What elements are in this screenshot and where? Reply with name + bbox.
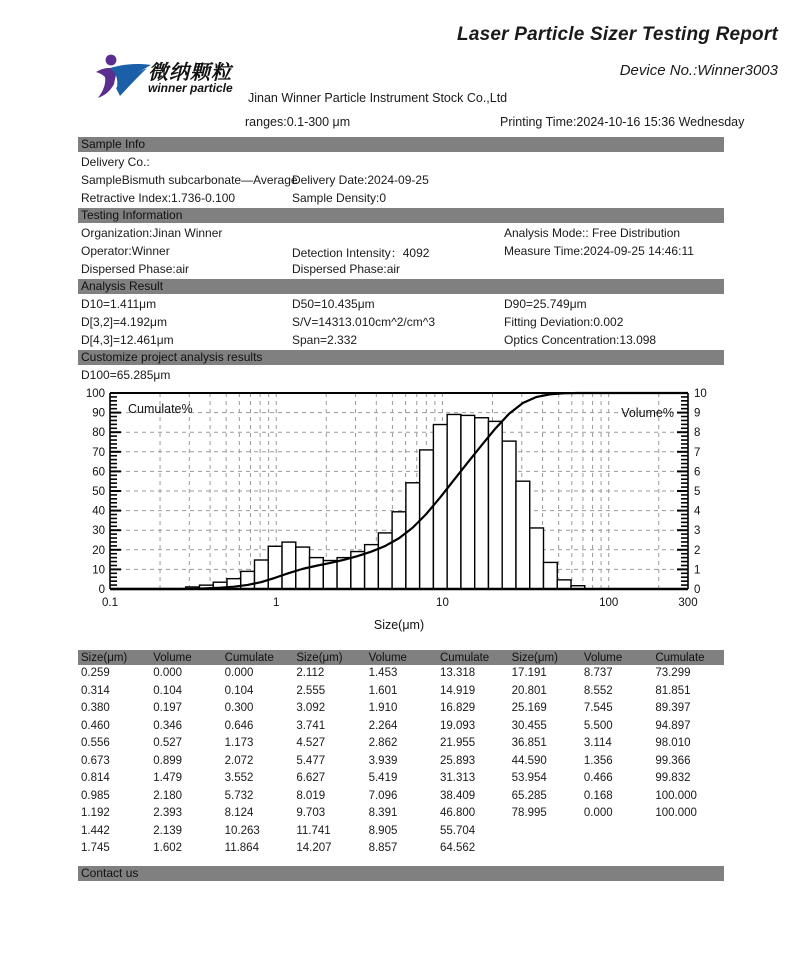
section-header-customize: Customize project analysis results — [78, 350, 724, 365]
table-cell: 0.000 — [224, 667, 254, 679]
detection-intensity: Detection Intensity：4092 — [292, 246, 430, 260]
table-cell: 1.356 — [583, 754, 613, 767]
table-row — [78, 805, 724, 823]
d90-value: D90=25.749μm — [504, 297, 587, 311]
table-cell: 0.899 — [153, 754, 183, 767]
table-cell: 2.180 — [153, 789, 183, 802]
table-cell: 0.104 — [153, 684, 183, 697]
sample-density: Sample Density:0 — [292, 191, 387, 205]
table-row — [78, 788, 724, 806]
svg-text:Volume%: Volume% — [621, 406, 674, 420]
table-cell: 16.829 — [439, 702, 476, 714]
svg-text:80: 80 — [92, 427, 105, 440]
table-cell — [581, 823, 652, 841]
table-cell: 0.527 — [153, 737, 183, 749]
table-cell — [581, 840, 652, 858]
table-cell: 20.801 — [511, 684, 547, 697]
column-header: Volume — [581, 650, 652, 665]
svg-text:4: 4 — [694, 505, 701, 518]
table-cell: 73.299 — [655, 667, 691, 679]
table-cell: 100.000 — [655, 789, 697, 802]
d100-value: D100=65.285μm — [81, 368, 171, 382]
logo-english-text: winner particle — [148, 81, 233, 95]
column-header: Cumulate — [437, 650, 509, 665]
table-cell: 36.851 — [511, 737, 547, 749]
table-cell: 2.112 — [296, 667, 325, 679]
page-title: Laser Particle Sizer Testing Report — [457, 24, 778, 45]
svg-text:90: 90 — [92, 407, 105, 420]
svg-text:1: 1 — [694, 564, 701, 577]
table-cell — [509, 823, 581, 841]
table-row — [78, 665, 724, 683]
distribution-data-table — [78, 650, 724, 858]
svg-text:6: 6 — [694, 466, 701, 479]
section-header-analysis-result: Analysis Result — [78, 279, 724, 294]
table-body — [78, 665, 724, 858]
table-cell: 17.191 — [511, 667, 547, 679]
table-cell: 0.314 — [81, 684, 110, 697]
table-cell: 78.995 — [511, 807, 547, 819]
table-cell: 99.366 — [655, 754, 691, 767]
table-cell: 1.479 — [153, 772, 183, 784]
column-header: Volume — [150, 650, 221, 665]
span-value: Span=2.332 — [292, 333, 358, 347]
table-cell: 3.741 — [296, 719, 326, 732]
table-row — [78, 718, 724, 736]
table-cell: 0.814 — [81, 772, 110, 784]
dispersed-phase-2: Dispersed Phase:air — [292, 262, 401, 276]
svg-text:7: 7 — [694, 446, 701, 459]
svg-text:20: 20 — [92, 544, 105, 557]
table-cell: 3.552 — [224, 772, 254, 784]
optics-concentration: Optics Concentration:13.098 — [504, 333, 657, 347]
d10-value: D10=1.411μm — [81, 297, 157, 311]
table-cell: 1.442 — [81, 824, 110, 837]
svg-text:3: 3 — [694, 525, 701, 538]
delivery-date: Delivery Date:2024-09-25 — [292, 173, 429, 187]
measure-time: Measure Time:2024-09-25 14:46:11 — [504, 244, 694, 258]
table-cell: 8.019 — [296, 789, 326, 802]
svg-text:30: 30 — [92, 525, 105, 538]
table-cell: 11.741 — [296, 824, 331, 837]
svg-text:0: 0 — [98, 584, 105, 596]
contact-details-faint — [88, 882, 708, 942]
table-cell: 10.263 — [224, 824, 260, 837]
table-cell: 25.893 — [439, 754, 476, 767]
table-cell: 25.169 — [511, 702, 547, 714]
svg-text:1: 1 — [273, 597, 280, 609]
table-cell: 53.954 — [511, 772, 547, 784]
table-cell: 81.851 — [655, 684, 691, 697]
column-header: Volume — [366, 650, 437, 665]
table-cell: 1.745 — [81, 842, 110, 854]
table-cell: 100.000 — [655, 807, 697, 819]
table-cell: 19.093 — [439, 719, 476, 732]
column-header: Cumulate — [652, 650, 724, 665]
table-cell: 2.862 — [368, 737, 398, 749]
company-name: Jinan Winner Particle Instrument Stock Co.,Ltd — [248, 91, 508, 105]
section-header-contact-us: Contact us — [78, 866, 724, 881]
table-cell: 0.168 — [583, 789, 613, 802]
svg-text:Size(μm): Size(μm) — [373, 618, 425, 632]
table-cell: 4.527 — [296, 737, 326, 749]
table-cell: 2.393 — [153, 807, 183, 819]
svg-text:50: 50 — [92, 486, 105, 498]
table-cell: 94.897 — [655, 719, 691, 732]
chart-svg — [78, 385, 724, 635]
table-cell: 1.453 — [368, 667, 398, 679]
table-cell: 46.800 — [439, 807, 476, 819]
table-cell: 0.673 — [81, 754, 110, 767]
table-cell: 64.562 — [439, 842, 476, 854]
svg-text:10: 10 — [92, 564, 105, 577]
table-cell — [652, 823, 724, 841]
organization: Organization:Jinan Winner — [81, 226, 223, 240]
table-row — [78, 700, 724, 718]
table-cell: 0.259 — [81, 667, 110, 679]
fitting-deviation: Fitting Deviation:0.002 — [504, 315, 624, 329]
logo-chinese-text: 微纳颗粒 — [148, 62, 232, 84]
table-cell: 0.985 — [81, 789, 110, 802]
table-row — [78, 840, 724, 858]
table-cell: 14.207 — [296, 842, 332, 854]
d50-value: D50=10.435μm — [292, 297, 375, 311]
table-cell: 1.602 — [153, 842, 183, 854]
svg-text:70: 70 — [92, 446, 105, 459]
table-cell: 6.627 — [296, 772, 326, 784]
table-cell: 0.000 — [153, 667, 183, 679]
table-cell: 14.919 — [439, 684, 476, 697]
table-cell: 0.197 — [153, 702, 183, 714]
table-cell: 7.096 — [368, 789, 398, 802]
table-cell: 2.264 — [368, 719, 398, 732]
table-header-row — [78, 650, 724, 665]
delivery-co: Delivery Co.: — [81, 155, 150, 169]
section-header-sample-info: Sample Info — [78, 137, 724, 152]
particle-size-distribution-chart — [78, 385, 724, 635]
table-cell: 8.737 — [583, 667, 613, 679]
table-cell: 3.939 — [368, 754, 398, 767]
refractive-index: Retractive Index:1.736-0.100 — [81, 191, 236, 205]
table-cell: 5.732 — [224, 789, 254, 802]
table-cell: 55.704 — [439, 824, 476, 837]
table-cell: 2.139 — [153, 824, 183, 837]
table-row — [78, 735, 724, 753]
table-cell: 30.455 — [511, 719, 547, 732]
svg-text:100: 100 — [599, 597, 619, 609]
table-cell: 8.391 — [368, 807, 398, 819]
d43-value: D[4,3]=12.461μm — [81, 333, 174, 347]
table-cell: 0.460 — [81, 719, 110, 732]
table-cell: 0.646 — [224, 719, 254, 732]
table-cell: 0.104 — [224, 684, 254, 697]
table-cell: 1.173 — [224, 737, 254, 749]
d32-value: D[3,2]=4.192μm — [81, 315, 167, 329]
table-cell: 98.010 — [655, 737, 691, 749]
table-cell: 3.114 — [583, 737, 612, 749]
table-cell: 1.601 — [368, 684, 398, 697]
table-cell: 89.397 — [655, 702, 691, 714]
svg-text:5: 5 — [694, 486, 701, 498]
table-cell: 0.000 — [583, 807, 613, 819]
table-cell: 0.466 — [583, 772, 613, 784]
svg-text:300: 300 — [678, 597, 698, 609]
table-cell: 99.832 — [655, 772, 691, 784]
column-header: Size(μm) — [293, 650, 365, 665]
column-header: Size(μm) — [78, 650, 150, 665]
table-cell: 0.346 — [153, 719, 183, 732]
svg-text:10: 10 — [436, 597, 449, 609]
table-cell: 8.552 — [583, 684, 613, 697]
svg-text:100: 100 — [85, 388, 105, 400]
table-cell: 65.285 — [511, 789, 547, 802]
table-row — [78, 753, 724, 771]
table-cell: 8.905 — [368, 824, 398, 837]
table-cell: 0.556 — [81, 737, 110, 749]
column-header: Size(μm) — [509, 650, 581, 665]
svg-text:Cumulate%: Cumulate% — [128, 402, 193, 416]
table-row — [78, 770, 724, 788]
svg-text:0: 0 — [694, 584, 701, 596]
table-cell — [509, 840, 581, 858]
table-cell: 38.409 — [439, 789, 476, 802]
table-cell: 1.192 — [81, 807, 110, 819]
table-cell: 2.072 — [224, 754, 254, 767]
table-cell: 31.313 — [439, 772, 476, 784]
table-row — [78, 683, 724, 701]
table-cell: 21.955 — [439, 737, 476, 749]
measurement-ranges: ranges:0.1-300 μm — [245, 115, 351, 129]
column-header: Cumulate — [222, 650, 294, 665]
table-cell: 0.380 — [81, 702, 110, 714]
table-row — [78, 823, 724, 841]
table-cell: 7.545 — [583, 702, 613, 714]
table-cell: 8.124 — [224, 807, 254, 819]
svg-text:8: 8 — [694, 427, 701, 440]
table-cell: 11.864 — [224, 842, 259, 854]
company-logo — [90, 54, 250, 106]
table-cell — [652, 840, 724, 858]
winner-particle-logo-icon — [90, 54, 152, 100]
table-cell: 0.300 — [224, 702, 254, 714]
dispersed-phase-1: Dispersed Phase:air — [81, 262, 190, 276]
table-cell: 5.419 — [368, 772, 398, 784]
table-cell: 44.590 — [511, 754, 547, 767]
svg-text:0.1: 0.1 — [102, 597, 118, 609]
svg-text:2: 2 — [694, 544, 701, 557]
sv-value: S/V=14313.010cm^2/cm^3 — [292, 315, 436, 329]
table-cell: 1.910 — [368, 702, 398, 714]
table-cell: 5.477 — [296, 754, 326, 767]
table-cell: 2.555 — [296, 684, 326, 697]
device-number: Device No.:Winner3003 — [619, 62, 778, 79]
table-cell: 13.318 — [439, 667, 476, 679]
svg-text:60: 60 — [92, 466, 105, 479]
svg-text:9: 9 — [694, 407, 701, 420]
operator: Operator:Winner — [81, 244, 170, 258]
svg-text:40: 40 — [92, 505, 105, 518]
table-cell: 8.857 — [368, 842, 398, 854]
analysis-mode: Analysis Mode:: Free Distribution — [504, 226, 681, 240]
section-header-testing-information: Testing Information — [78, 208, 724, 223]
table-cell: 9.703 — [296, 807, 326, 819]
table-cell: 3.092 — [296, 702, 326, 714]
printing-time: Printing Time:2024-10-16 15:36 Wednesday — [500, 115, 745, 129]
table-cell: 5.500 — [583, 719, 613, 732]
svg-text:10: 10 — [694, 388, 707, 400]
sample-name: SampleBismuth subcarbonate—Average — [81, 173, 298, 187]
